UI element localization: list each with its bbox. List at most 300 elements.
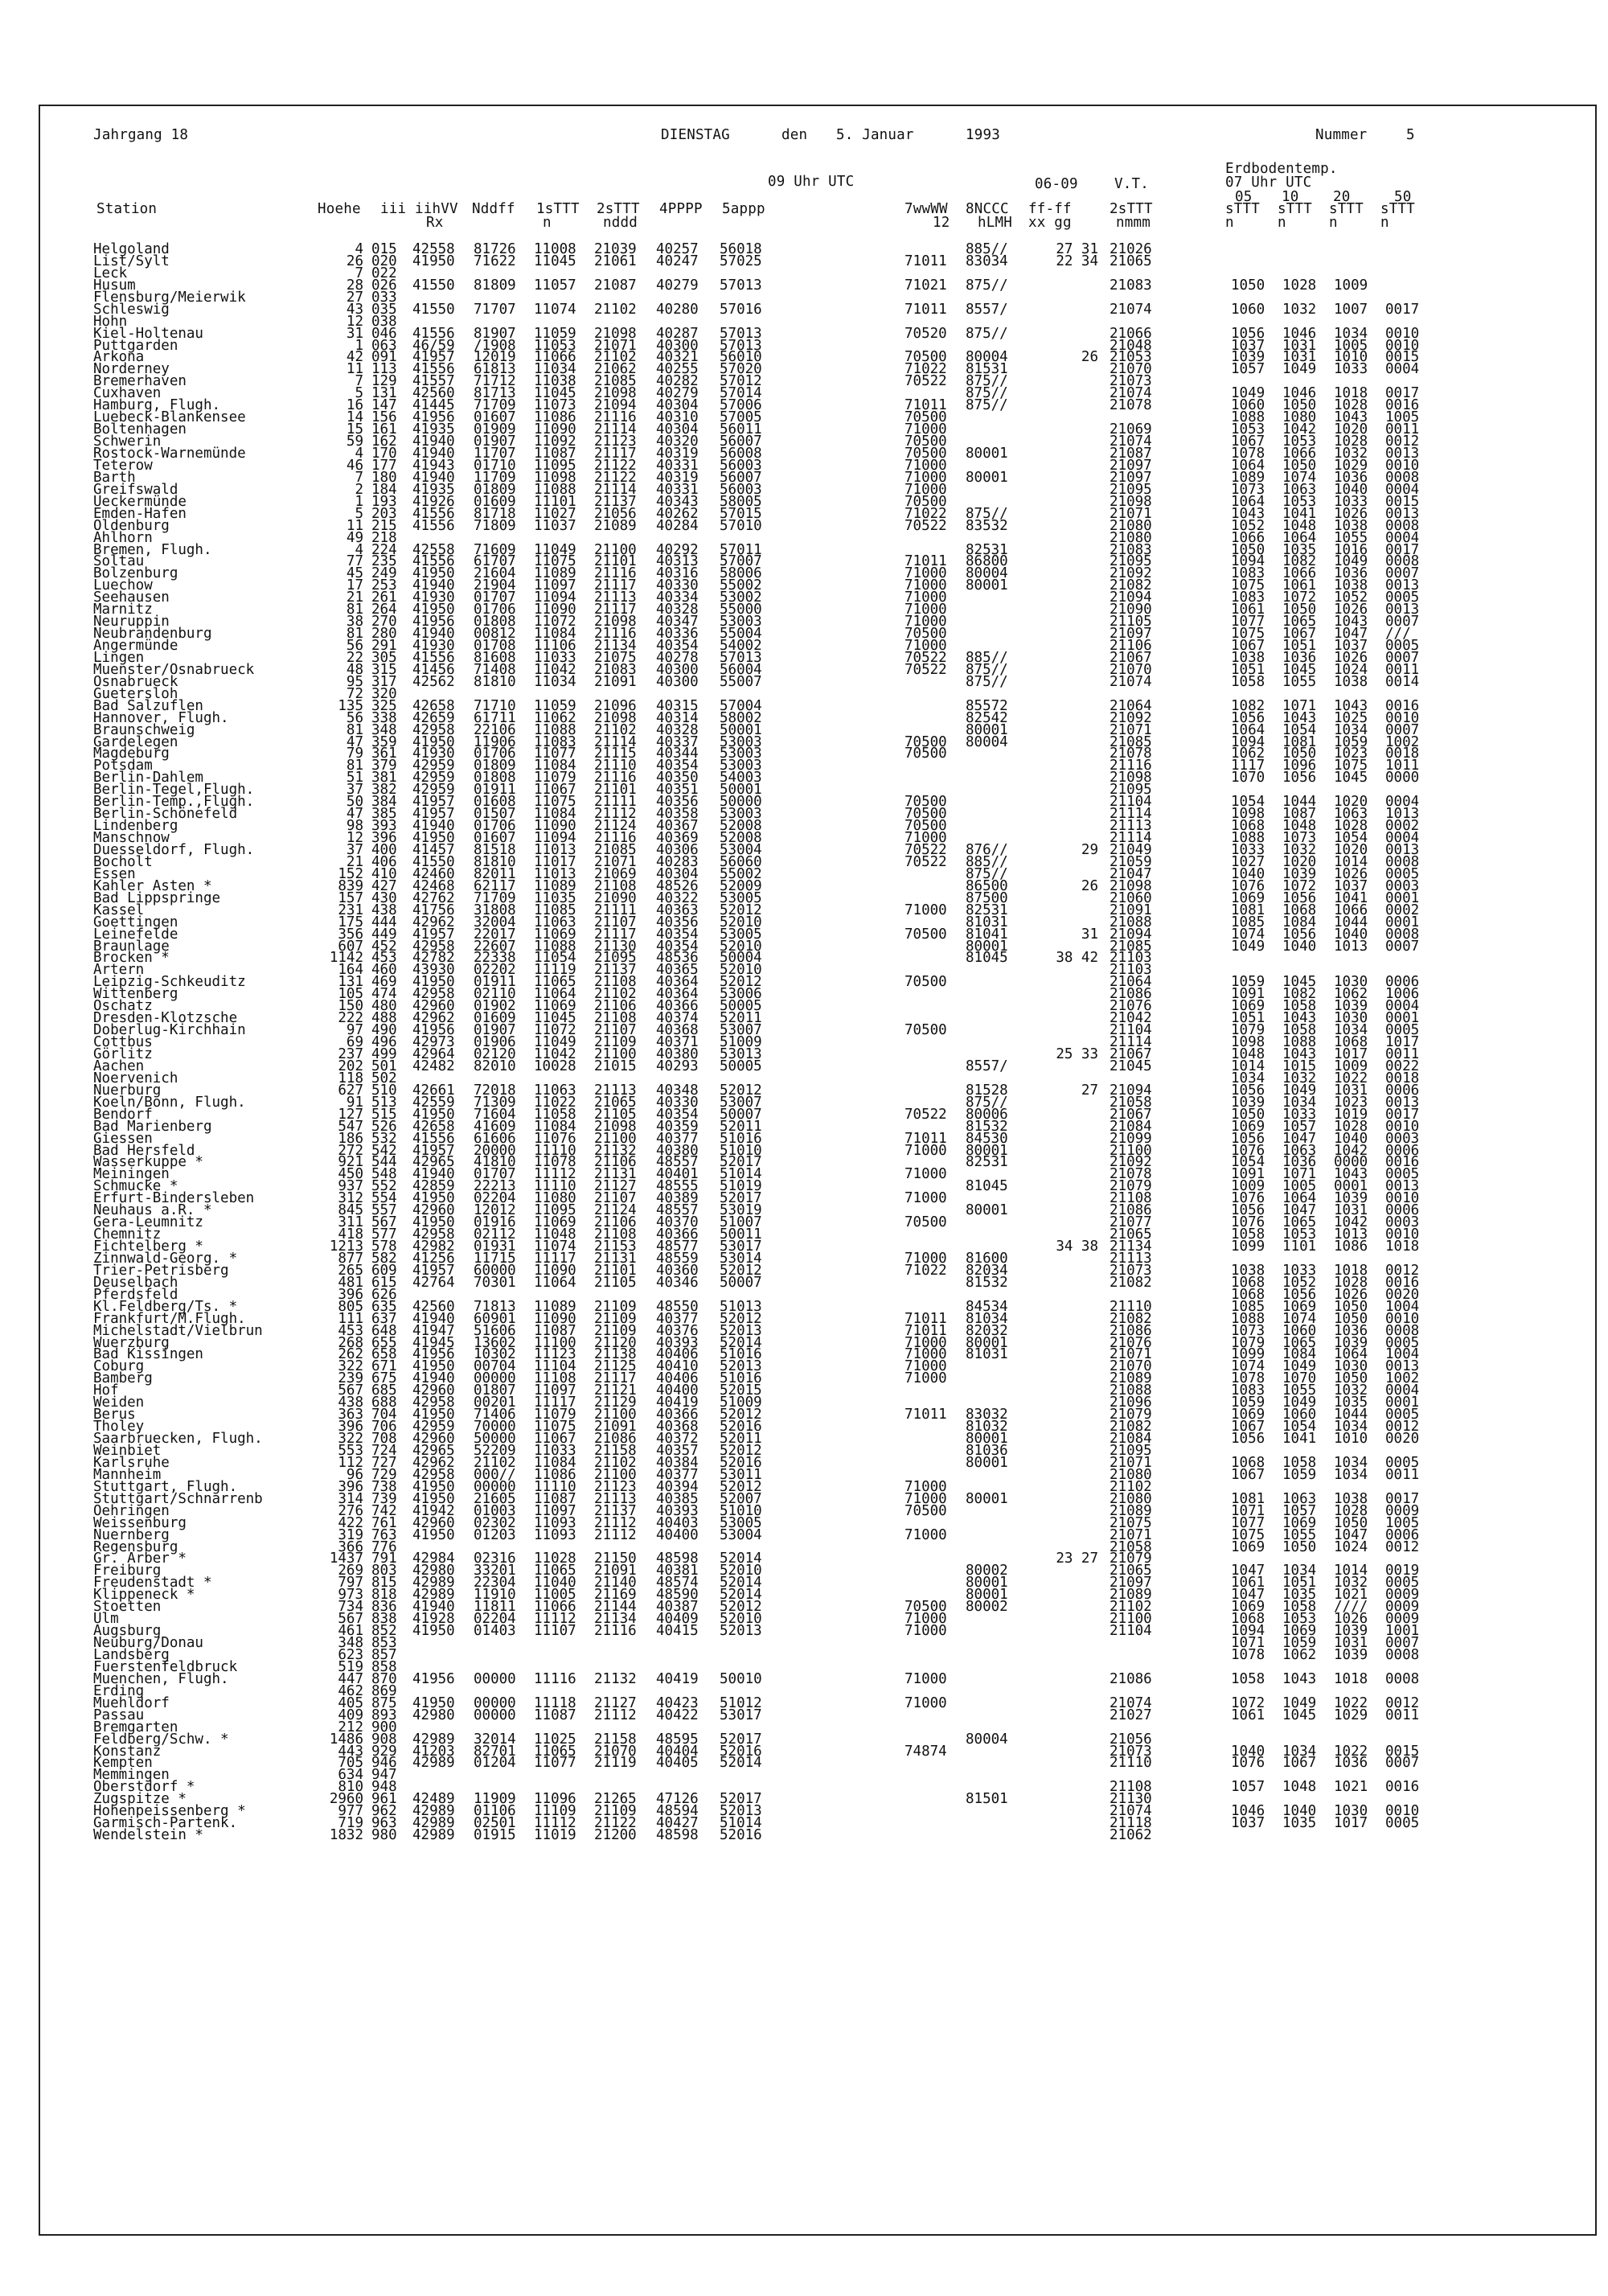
cell-iihvv: 41456 (412, 661, 455, 678)
cell-nddff: 60901 (474, 1310, 516, 1327)
cell-iii: 162 (371, 433, 397, 450)
cell-a5ppp: 53004 (720, 1526, 762, 1543)
cell-nddff: 70000 (474, 1419, 516, 1436)
cell-vt-sttt: 21069 (1110, 421, 1152, 438)
cell-soil-20: 1031 (1334, 1202, 1368, 1219)
cell-wwww: 70522 (904, 661, 947, 678)
cell-p4ppp: 40367 (656, 818, 699, 835)
cell-soil-50: 0009 (1385, 1587, 1420, 1604)
cell-iihvv: 42989 (412, 1755, 455, 1772)
cell-nddff: 52209 (474, 1443, 516, 1459)
cell-soil-05: 1060 (1231, 397, 1265, 414)
cell-iihvv: 41940 (412, 469, 455, 486)
cell-soil-50: 0017 (1385, 385, 1420, 402)
cell-vt-sttt: 21071 (1110, 721, 1152, 738)
cell-s1ttt: 10028 (534, 1058, 576, 1074)
cell-soil-20: 1054 (1334, 830, 1368, 847)
cell-station-name: Coburg (93, 1358, 145, 1375)
cell-vt-sttt: 21089 (1110, 1587, 1152, 1604)
cell-nccc: 81045 (966, 1178, 1008, 1195)
cell-nddff: 51606 (474, 1322, 516, 1339)
cell-wwww: 70500 (904, 794, 947, 811)
cell-vt-sttt: 21078 (1110, 1166, 1152, 1183)
cell-iii: 063 (371, 337, 397, 354)
cell-soil-50: 0004 (1385, 830, 1420, 847)
cell-soil-05: 1064 (1231, 721, 1265, 738)
table-row (0, 1719, 1608, 1735)
cell-a5ppp: 52014 (720, 1334, 762, 1351)
cell-s2ttt: 21265 (594, 1791, 637, 1808)
cell-wwww: 70522 (904, 649, 947, 666)
cell-p4ppp: 40346 (656, 1274, 699, 1291)
cell-vt-sttt: 21066 (1110, 325, 1152, 342)
cell-soil-50: 0007 (1385, 1755, 1420, 1772)
cell-nddff: 11811 (474, 1599, 516, 1616)
cell-s2ttt: 21137 (594, 493, 637, 510)
cell-s1ttt: 11069 (534, 998, 576, 1015)
cell-p4ppp: 40330 (656, 1094, 699, 1111)
cell-nddff: 02204 (474, 1611, 516, 1628)
cell-nccc: 81528 (966, 1082, 1008, 1099)
cell-iihvv: 42973 (412, 1034, 455, 1051)
cell-soil-50: 0013 (1385, 842, 1420, 858)
cell-soil-20: 1034 (1334, 1454, 1368, 1471)
cell-nccc: 80004 (966, 1731, 1008, 1748)
cell-p4ppp: 40354 (656, 638, 699, 655)
cell-p4ppp: 48598 (656, 1551, 699, 1567)
cell-p4ppp: 40363 (656, 902, 699, 918)
cell-s2ttt: 21125 (594, 1358, 637, 1375)
cell-vt-sttt: 21116 (1110, 758, 1152, 774)
cell-p4ppp: 40280 (656, 301, 699, 318)
cell-soil-20: 1014 (1334, 853, 1368, 870)
cell-soil-05: 1038 (1231, 1262, 1265, 1279)
cell-iihvv: 42558 (412, 541, 455, 558)
cell-s2ttt: 21108 (594, 877, 637, 894)
cell-wwww: 71011 (904, 553, 947, 570)
cell-a5ppp: 52012 (720, 974, 762, 991)
cell-soil-20: 1040 (1334, 1130, 1368, 1147)
cell-hoehe: 43 (346, 301, 363, 318)
cell-soil-05: 1061 (1231, 1707, 1265, 1723)
cell-soil-10: 1069 (1282, 1298, 1317, 1315)
cell-hoehe: 567 (338, 1382, 363, 1399)
cell-iihvv: 41957 (412, 794, 455, 811)
cell-s2ttt: 21086 (594, 1431, 637, 1448)
cell-vt-sttt: 21080 (1110, 1490, 1152, 1507)
cell-s2ttt: 21129 (594, 1394, 637, 1411)
cell-p4ppp: 40423 (656, 1694, 699, 1711)
cell-station-name: Lindenberg (93, 818, 178, 835)
cell-station-name: Muenster/Osnabrueck (93, 661, 255, 678)
cell-nddff: 61711 (474, 709, 516, 726)
cell-soil-50: 0013 (1385, 1094, 1420, 1111)
cell-soil-20: 1034 (1334, 1466, 1368, 1483)
cell-soil-50: 0003 (1385, 877, 1420, 894)
cell-soil-10: 1067 (1282, 1755, 1317, 1772)
cell-soil-05: 1094 (1231, 553, 1265, 570)
cell-nddff: 01707 (474, 589, 516, 606)
cell-nddff: 01609 (474, 493, 516, 510)
cell-station-name: Angermünde (93, 638, 178, 655)
cell-soil-05: 1068 (1231, 1611, 1265, 1628)
cell-p4ppp: 40377 (656, 1466, 699, 1483)
cell-soil-05: 1088 (1231, 1310, 1265, 1327)
cell-s2ttt: 21134 (594, 638, 637, 655)
cell-s1ttt: 11066 (534, 349, 576, 366)
cell-p4ppp: 40283 (656, 853, 699, 870)
cell-hoehe: 45 (346, 565, 363, 582)
col-soil-10: sTTT (1278, 201, 1312, 217)
cell-s2ttt: 21070 (594, 1743, 637, 1760)
cell-p4ppp: 40366 (656, 1407, 699, 1423)
cell-s1ttt: 11076 (534, 1130, 576, 1147)
cell-soil-50: 0004 (1385, 794, 1420, 811)
cell-soil-10: 1053 (1282, 433, 1317, 450)
cell-iii: 929 (371, 1743, 397, 1760)
cell-soil-20: 1034 (1334, 1022, 1368, 1039)
cell-nccc: 85572 (966, 697, 1008, 714)
cell-hoehe: 135 (338, 697, 363, 714)
cell-vt-sttt: 21026 (1110, 241, 1152, 257)
cell-iii: 724 (371, 1443, 397, 1459)
cell-station-name: Guetersloh (93, 685, 178, 702)
cell-iihvv: 41940 (412, 1166, 455, 1183)
cell-s2ttt: 21134 (594, 1611, 637, 1628)
cell-p4ppp: 40369 (656, 830, 699, 847)
cell-p4ppp: 40284 (656, 517, 699, 534)
cell-s1ttt: 11045 (534, 253, 576, 269)
cell-station-name: Berlin-Temp.,Flugh. (93, 794, 255, 811)
cell-iihvv: 41950 (412, 974, 455, 991)
cell-s2ttt: 21101 (594, 782, 637, 799)
cell-p4ppp: 40247 (656, 253, 699, 269)
cell-p4ppp: 40328 (656, 721, 699, 738)
cell-s1ttt: 11028 (534, 1551, 576, 1567)
cell-soil-20: 1028 (1334, 433, 1368, 450)
cell-soil-10: 1056 (1282, 926, 1317, 943)
cell-iii: 838 (371, 1611, 397, 1628)
cell-a5ppp: 51010 (720, 1502, 762, 1519)
cell-soil-10: 1053 (1282, 1226, 1317, 1243)
cell-iihvv: 42658 (412, 1118, 455, 1135)
cell-a5ppp: 52016 (720, 1419, 762, 1436)
soil-time-heading: 07 Uhr UTC (1225, 175, 1312, 191)
cell-iihvv: 42958 (412, 1394, 455, 1411)
cell-nddff: 71604 (474, 1106, 516, 1123)
cell-p4ppp: 48555 (656, 1178, 699, 1195)
cell-soil-50: 0005 (1385, 1815, 1420, 1832)
cell-soil-50: 0005 (1385, 1166, 1420, 1183)
cell-nddff: 02302 (474, 1514, 516, 1531)
cell-soil-50: 0006 (1385, 974, 1420, 991)
cell-nddff: 71406 (474, 1407, 516, 1423)
cell-hoehe: 95 (346, 673, 363, 690)
cell-vt-sttt: 21080 (1110, 1466, 1152, 1483)
cell-s1ttt: 11089 (534, 877, 576, 894)
cell-s1ttt: 11110 (534, 1142, 576, 1159)
cell-p4ppp: 40292 (656, 541, 699, 558)
cell-soil-50: 0016 (1385, 1779, 1420, 1796)
cell-a5ppp: 51014 (720, 1815, 762, 1832)
cell-vt-sttt: 21105 (1110, 614, 1152, 630)
cell-soil-10: 1031 (1282, 349, 1317, 366)
cell-s1ttt: 11079 (534, 1407, 576, 1423)
cell-nccc: 82032 (966, 1322, 1008, 1339)
cell-ffgg: 31 (1081, 926, 1098, 943)
cell-iii: 803 (371, 1563, 397, 1579)
table-row (0, 1538, 1608, 1555)
cell-nddff: 82010 (474, 1058, 516, 1074)
cell-station-name: Trier-Petrisberg (93, 1262, 229, 1279)
cell-soil-05: 1050 (1231, 277, 1265, 294)
cell-a5ppp: 54003 (720, 770, 762, 787)
cell-nddff: 01106 (474, 1803, 516, 1820)
cell-iii: 379 (371, 758, 397, 774)
cell-p4ppp: 48598 (656, 1827, 699, 1844)
cell-nccc: 86500 (966, 877, 1008, 894)
cell-s1ttt: 11033 (534, 1443, 576, 1459)
cell-iii: 385 (371, 806, 397, 823)
cell-station-name: Neuburg/Donau (93, 1635, 203, 1652)
cell-hoehe: 4 (355, 241, 363, 257)
cell-nddff: 11709 (474, 469, 516, 486)
cell-a5ppp: 57004 (720, 697, 762, 714)
cell-wwww: 71022 (904, 505, 947, 522)
cell-soil-10: 1033 (1282, 1106, 1317, 1123)
cell-wwww: 70500 (904, 1214, 947, 1231)
cell-station-name: Flensburg/Meierwik (93, 289, 246, 306)
cell-station-name: Berus (93, 1407, 136, 1423)
cell-soil-10: 1061 (1282, 577, 1317, 594)
cell-p4ppp: 40279 (656, 385, 699, 402)
cell-soil-50: 0012 (1385, 1694, 1420, 1711)
cell-s1ttt: 11109 (534, 1803, 576, 1820)
cell-a5ppp: 52010 (720, 938, 762, 955)
cell-soil-50: 0017 (1385, 1490, 1420, 1507)
cell-iihvv: 41550 (412, 277, 455, 294)
cell-a5ppp: 56018 (720, 241, 762, 257)
cell-p4ppp: 48536 (656, 950, 699, 967)
cell-iii: 015 (371, 241, 397, 257)
cell-a5ppp: 52013 (720, 1803, 762, 1820)
cell-vt-sttt: 21064 (1110, 974, 1152, 991)
cell-station-name: Freiburg (93, 1563, 162, 1579)
cell-soil-10: 1050 (1282, 457, 1317, 474)
cell-s1ttt: 11097 (534, 577, 576, 594)
cell-p4ppp: 40279 (656, 277, 699, 294)
cell-iihvv: 42468 (412, 877, 455, 894)
cell-a5ppp: 51016 (720, 1370, 762, 1387)
cell-soil-50: 0008 (1385, 469, 1420, 486)
cell-soil-50: 0011 (1385, 1466, 1420, 1483)
cell-iii: 727 (371, 1454, 397, 1471)
cell-soil-20: 1018 (1334, 1262, 1368, 1279)
cell-soil-05: 1091 (1231, 1166, 1265, 1183)
cell-s2ttt: 21123 (594, 433, 637, 450)
cell-soil-20: 1050 (1334, 1298, 1368, 1315)
cell-vt-sttt: 21098 (1110, 770, 1152, 787)
col-soil-05: sTTT (1225, 201, 1260, 217)
cell-iii: 291 (371, 638, 397, 655)
cell-soil-10: 1036 (1282, 1154, 1317, 1171)
cell-soil-20: 1014 (1334, 1563, 1368, 1579)
cell-a5ppp: 52016 (720, 1743, 762, 1760)
cell-s2ttt: 21108 (594, 974, 637, 991)
cell-s1ttt: 11074 (534, 301, 576, 318)
cell-nccc: 875// (966, 1094, 1008, 1111)
cell-station-name: Luechow (93, 577, 153, 594)
cell-station-name: Marnitz (93, 602, 153, 618)
cell-s2ttt: 21122 (594, 457, 637, 474)
cell-iihvv: 42562 (412, 673, 455, 690)
cell-iii: 577 (371, 1226, 397, 1243)
cell-soil-05: 1056 (1231, 709, 1265, 726)
cell-vt-sttt: 21097 (1110, 626, 1152, 643)
cell-hoehe: 49 (346, 529, 363, 546)
cell-soil-10: 1074 (1282, 1310, 1317, 1327)
cell-soil-10: 1058 (1282, 998, 1317, 1015)
cell-soil-20: 1043 (1334, 409, 1368, 426)
cell-station-name: Husum (93, 277, 136, 294)
cell-a5ppp: 53004 (720, 842, 762, 858)
cell-s2ttt: 21111 (594, 902, 637, 918)
cell-wwww: 71000 (904, 469, 947, 486)
cell-soil-50: 0000 (1385, 770, 1420, 787)
cell-soil-20: 1047 (1334, 626, 1368, 643)
cell-station-name: Augsburg (93, 1623, 162, 1640)
cell-s1ttt: 11005 (534, 1587, 576, 1604)
cell-soil-10: 1087 (1282, 806, 1317, 823)
cell-soil-10: 1047 (1282, 1130, 1317, 1147)
table-row (0, 1646, 1608, 1663)
cell-s2ttt: 21087 (594, 277, 637, 294)
cell-soil-50: 0016 (1385, 697, 1420, 714)
cell-s1ttt: 11090 (534, 1262, 576, 1279)
vt-heading: V.T. (1114, 176, 1149, 192)
cell-p4ppp: 40354 (656, 1106, 699, 1123)
cell-iii: 480 (371, 998, 397, 1015)
cell-a5ppp: 52014 (720, 1551, 762, 1567)
table-row (0, 938, 1608, 955)
cell-soil-20: 1025 (1334, 709, 1368, 726)
cell-station-name: Berlin-Dahlem (93, 770, 203, 787)
cell-vt-sttt: 21088 (1110, 1382, 1152, 1399)
cell-s2ttt: 21144 (594, 1599, 637, 1616)
cell-soil-20: 1036 (1334, 1322, 1368, 1339)
cell-iii: 020 (371, 253, 397, 269)
cell-s2ttt: 21112 (594, 1514, 637, 1531)
cell-hoehe: 15 (346, 421, 363, 438)
cell-s1ttt: 11083 (534, 733, 576, 750)
cell-soil-20: 1049 (1334, 553, 1368, 570)
col-soil-50: sTTT (1380, 201, 1415, 217)
cell-s2ttt: 21062 (594, 361, 637, 378)
cell-hoehe: 202 (338, 1058, 363, 1074)
cell-vt-sttt: 21067 (1110, 1045, 1152, 1062)
cell-soil-05: 1078 (1231, 445, 1265, 462)
cell-s1ttt: 11037 (534, 517, 576, 534)
cell-p4ppp: 40278 (656, 649, 699, 666)
cell-s1ttt: 11095 (534, 457, 576, 474)
cell-iihvv: 41957 (412, 926, 455, 943)
cell-s1ttt: 11042 (534, 661, 576, 678)
cell-station-name: Noervenich (93, 1070, 178, 1086)
cell-a5ppp: 52012 (720, 1310, 762, 1327)
cell-s2ttt: 21112 (594, 1526, 637, 1543)
cell-station-name: Leipzig-Schkeuditz (93, 974, 246, 991)
cell-p4ppp: 40419 (656, 1394, 699, 1411)
soil-depth-20: 20 (1333, 189, 1351, 205)
cell-soil-50: 0013 (1385, 445, 1420, 462)
cell-a5ppp: 52012 (720, 1262, 762, 1279)
cell-s1ttt: 11013 (534, 865, 576, 882)
cell-s1ttt: 11034 (534, 361, 576, 378)
cell-wwww: 71000 (904, 1490, 947, 1507)
cell-soil-10: 1060 (1282, 1322, 1317, 1339)
cell-nddff: 11910 (474, 1587, 516, 1604)
cell-soil-10: 1065 (1282, 614, 1317, 630)
table-row (0, 253, 1608, 269)
cell-hoehe: 212 (338, 1719, 363, 1735)
cell-soil-50: 0010 (1385, 1118, 1420, 1135)
cell-iihvv: 42559 (412, 1094, 455, 1111)
cell-soil-05: 1094 (1231, 733, 1265, 750)
cell-hoehe: 47 (346, 733, 363, 750)
cell-station-name: Michelstadt/Vielbrun (93, 1322, 263, 1339)
cell-vt-sttt: 21097 (1110, 469, 1152, 486)
cell-soil-20: 1026 (1334, 1611, 1368, 1628)
cell-p4ppp: 40368 (656, 1419, 699, 1436)
cell-station-name: Hof (93, 1382, 119, 1399)
cell-iii: 203 (371, 505, 397, 522)
cell-a5ppp: 52017 (720, 1154, 762, 1171)
cell-s1ttt: 11084 (534, 1454, 576, 1471)
cell-s2ttt: 21102 (594, 986, 637, 1003)
cell-wwww: 71011 (904, 1322, 947, 1339)
cell-s1ttt: 11034 (534, 673, 576, 690)
cell-vt-sttt: 21102 (1110, 1478, 1152, 1495)
cell-s1ttt: 11049 (534, 1034, 576, 1051)
cell-vt-sttt: 21097 (1110, 457, 1152, 474)
cell-a5ppp: 52011 (720, 1118, 762, 1135)
cell-s1ttt: 11072 (534, 614, 576, 630)
cell-nddff: 13602 (474, 1334, 516, 1351)
cell-nddff: 01710 (474, 457, 516, 474)
cell-iihvv: 41930 (412, 638, 455, 655)
cell-soil-05: 1051 (1231, 661, 1265, 678)
cell-a5ppp: 52013 (720, 1623, 762, 1640)
cell-vt-sttt: 21084 (1110, 1431, 1152, 1448)
cell-soil-10: 1049 (1282, 1082, 1317, 1099)
cell-soil-20: 1009 (1334, 277, 1368, 294)
cell-p4ppp: 40316 (656, 565, 699, 582)
cell-hoehe: 607 (338, 938, 363, 955)
cell-soil-10: 1043 (1282, 709, 1317, 726)
cell-soil-10: 1047 (1282, 1202, 1317, 1219)
cell-vt-sttt: 21094 (1110, 926, 1152, 943)
cell-p4ppp: 40350 (656, 770, 699, 787)
cell-station-name: Potsdam (93, 758, 153, 774)
cell-nddff: 02120 (474, 1045, 516, 1062)
cell-p4ppp: 48574 (656, 1575, 699, 1592)
cell-soil-20: 1024 (1334, 1538, 1368, 1555)
cell-soil-10: 1058 (1282, 1022, 1317, 1039)
cell-s1ttt: 11017 (534, 853, 576, 870)
cell-soil-10: 1066 (1282, 445, 1317, 462)
cell-soil-10: 1084 (1282, 1346, 1317, 1363)
cell-soil-50: 0007 (1385, 649, 1420, 666)
